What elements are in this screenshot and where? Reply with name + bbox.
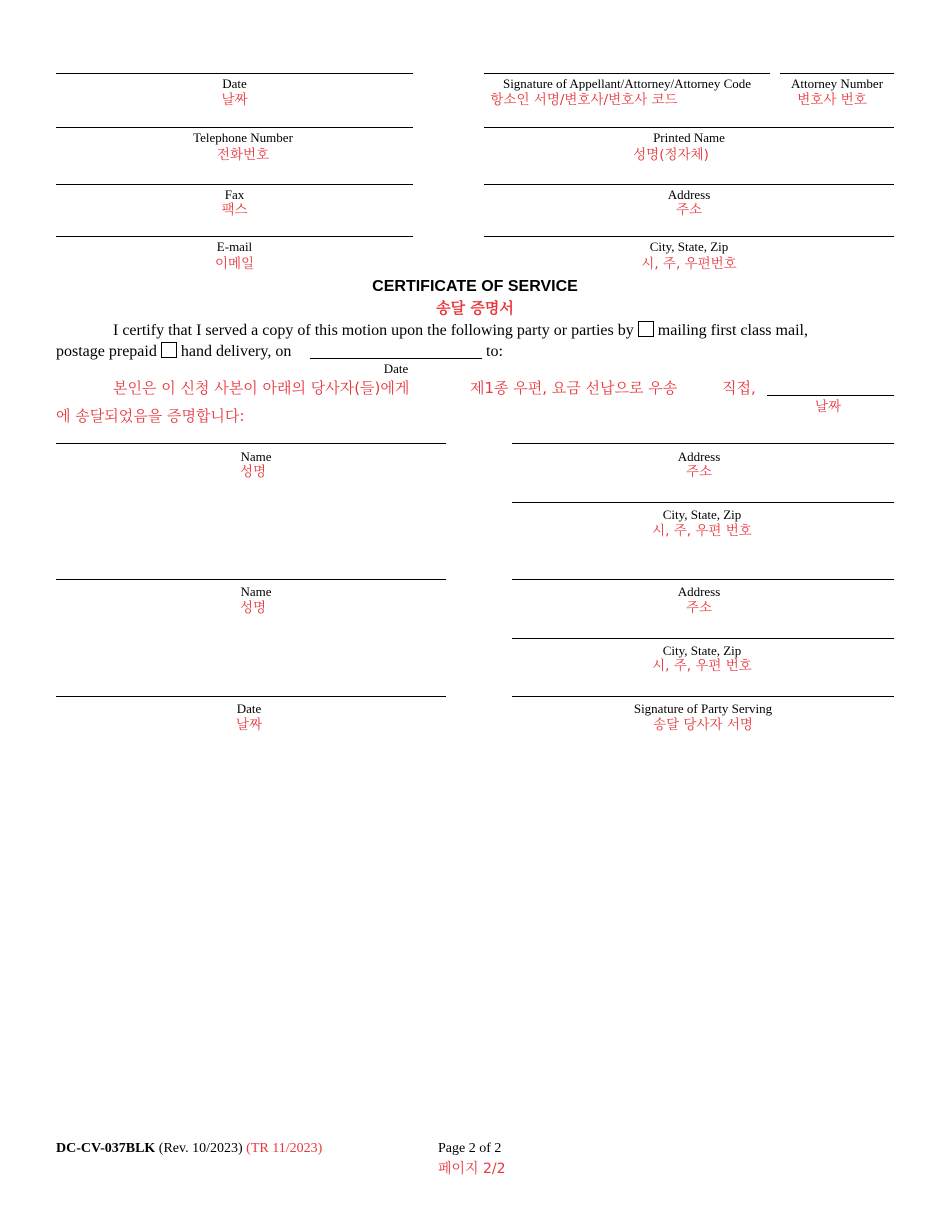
certify-kr-line-2: 에 송달되었음을 증명합니다: (56, 407, 245, 425)
serving-date-label: Date (236, 701, 262, 716)
date-label: Date (222, 76, 247, 91)
service-date-kr-label: 날짜 (814, 399, 842, 415)
party-2-address-line[interactable] (512, 579, 894, 580)
party-2-csz-label-kr: 시, 주, 우편 번호 (652, 658, 752, 674)
printed-name-label-kr: 성명(정자체) (633, 147, 709, 163)
city-state-zip-label: City, State, Zip (649, 239, 729, 254)
signature-label: Signature of Appellant/Attorney/Attorney Code (502, 76, 752, 91)
certificate-title-kr: 송달 증명서 (436, 299, 514, 317)
fax-label-kr: 팩스 (221, 202, 248, 218)
printed-name-label: Printed Name (653, 130, 725, 145)
mail-option-label: mailing first class mail, (657, 322, 808, 339)
service-date-kr-field[interactable] (767, 395, 894, 396)
service-date-label: Date (383, 361, 409, 376)
serving-signature-label: Signature of Party Serving (633, 701, 773, 716)
party-1-csz-label-kr: 시, 주, 우편 번호 (652, 523, 752, 539)
email-line[interactable] (56, 236, 413, 237)
certify-text: I certify that I served a copy of this motion upon the following party or parties by (113, 322, 634, 339)
date-line[interactable] (56, 73, 413, 74)
certify-line-2 (56, 342, 291, 362)
city-state-zip-line[interactable] (484, 236, 894, 237)
telephone-label-kr: 전화번호 (216, 147, 270, 163)
page-number: Page 2 of 2 (438, 1141, 502, 1156)
address-label-kr: 주소 (675, 202, 703, 218)
form-revision: (Rev. 10/2023) (158, 1141, 243, 1156)
address-label: Address (667, 187, 711, 202)
service-date-field[interactable] (310, 358, 482, 359)
mail-checkbox[interactable] (638, 321, 654, 337)
certify-kr-line-1c: 직접, (722, 379, 756, 397)
attorney-number-label: Attorney Number (790, 76, 884, 91)
certify-line-1 (113, 321, 808, 341)
party-2-csz-line[interactable] (512, 638, 894, 639)
party-1-csz-label: City, State, Zip (662, 507, 742, 522)
certify-kr-line-1b: 제1종 우편, 요금 선납으로 우송 (470, 379, 678, 397)
signature-label-kr: 항소인 서명/변호사/변호사 코드 (490, 92, 678, 108)
serving-date-line[interactable] (56, 696, 446, 697)
party-2-name-label: Name (240, 584, 272, 599)
party-2-csz-label: City, State, Zip (662, 643, 742, 658)
date-label-kr: 날짜 (221, 92, 248, 108)
to-text: to: (486, 343, 503, 360)
hand-delivery-checkbox[interactable] (161, 342, 177, 358)
party-1-csz-line[interactable] (512, 502, 894, 503)
printed-name-line[interactable] (484, 127, 894, 128)
attorney-number-line[interactable] (780, 73, 894, 74)
telephone-line[interactable] (56, 127, 413, 128)
certificate-title: CERTIFICATE OF SERVICE (372, 278, 578, 295)
attorney-number-label-kr: 변호사 번호 (797, 92, 867, 108)
party-1-address-label-kr: 주소 (685, 464, 713, 480)
city-state-zip-label-kr: 시, 주, 우편번호 (641, 256, 737, 272)
party-1-name-label: Name (240, 449, 272, 464)
serving-signature-label-kr: 송달 당사자 서명 (653, 717, 753, 733)
form-code-block (56, 1141, 322, 1157)
email-label: E-mail (216, 239, 253, 254)
fax-label: Fax (224, 187, 245, 202)
signature-line[interactable] (484, 73, 770, 74)
postage-text: postage prepaid (56, 343, 157, 360)
party-1-address-label: Address (677, 449, 721, 464)
serving-signature-line[interactable] (512, 696, 894, 697)
telephone-label: Telephone Number (193, 130, 293, 145)
address-line[interactable] (484, 184, 894, 185)
party-2-name-line[interactable] (56, 579, 446, 580)
party-1-address-line[interactable] (512, 443, 894, 444)
party-2-address-label: Address (677, 584, 721, 599)
party-2-address-label-kr: 주소 (685, 600, 713, 616)
serving-date-label-kr: 날짜 (235, 717, 263, 733)
email-label-kr: 이메일 (214, 256, 255, 272)
party-2-name-label-kr: 성명 (239, 600, 267, 616)
form-translation-revision: (TR 11/2023) (246, 1141, 323, 1156)
party-1-name-line[interactable] (56, 443, 446, 444)
page-number-kr: 페이지 2/2 (438, 1161, 506, 1177)
fax-line[interactable] (56, 184, 413, 185)
certify-kr-line-1a: 본인은 이 신청 사본이 아래의 당사자(들)에게 (113, 379, 410, 397)
party-1-name-label-kr: 성명 (239, 464, 267, 480)
form-code: DC-CV-037BLK (56, 1141, 156, 1156)
hand-delivery-label: hand delivery, on (180, 343, 292, 360)
